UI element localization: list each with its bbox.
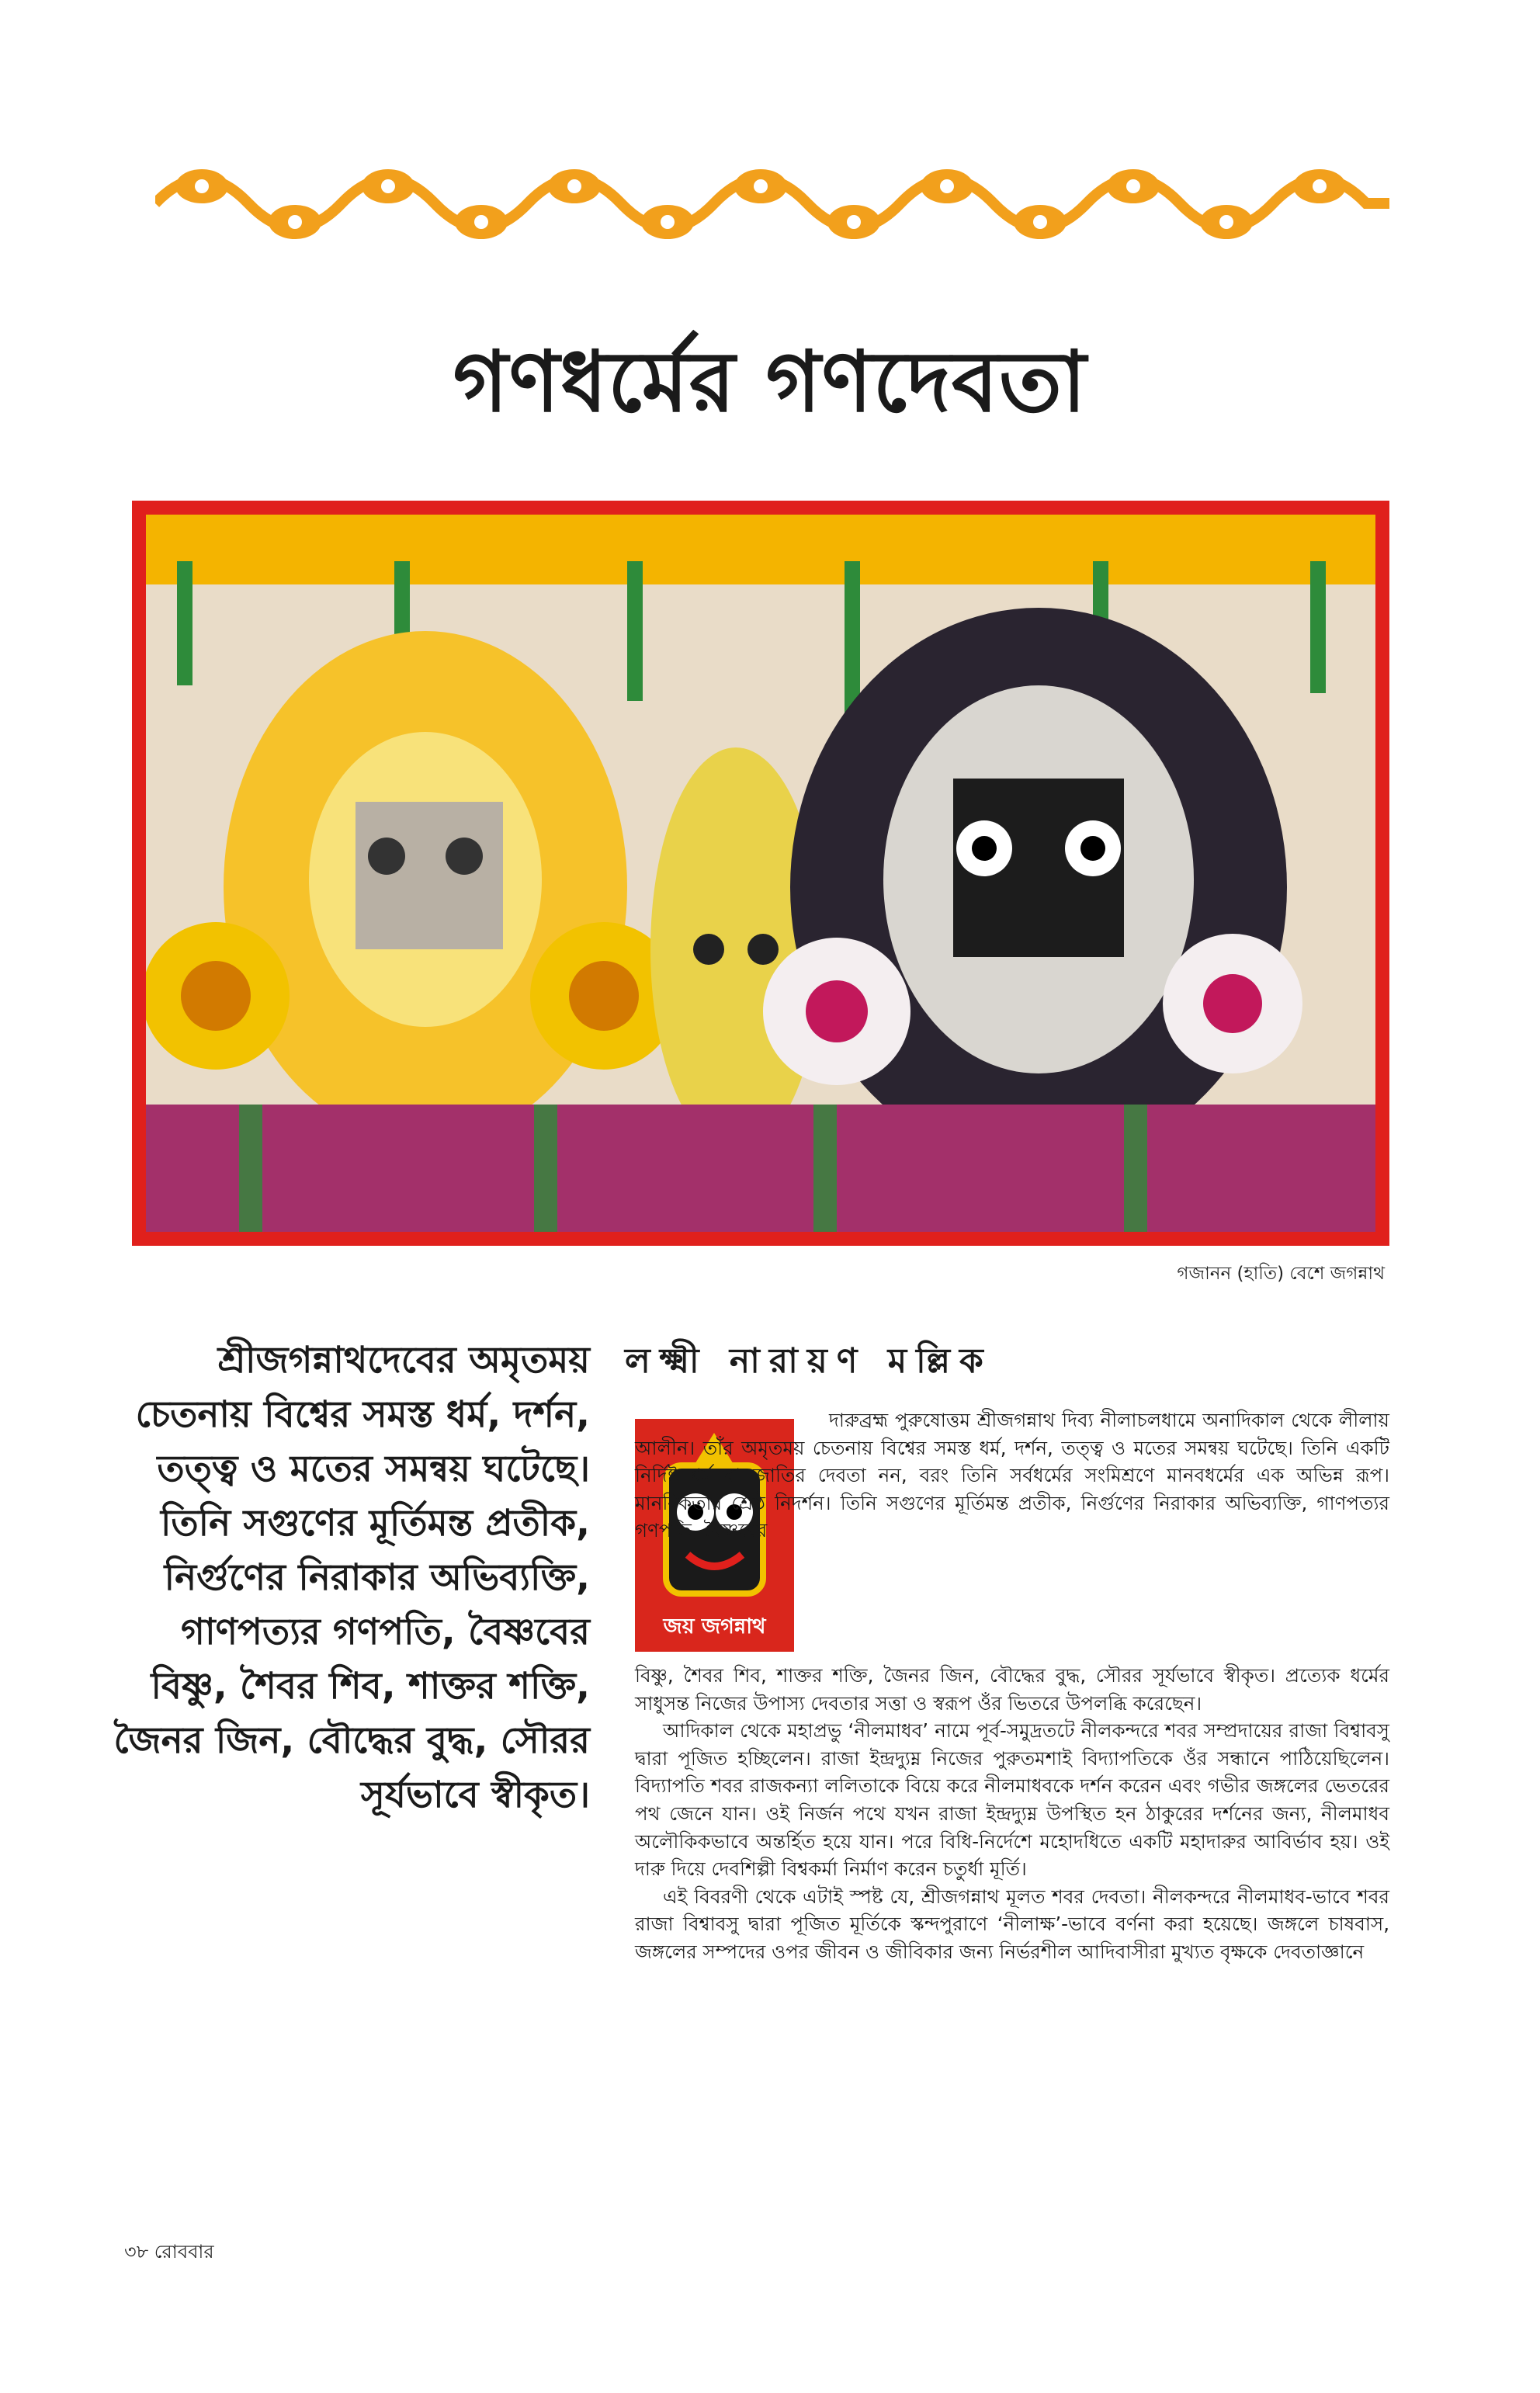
main-photo — [132, 501, 1389, 1246]
body-paragraph-1: দারুব্রহ্ম পুরুষোত্তম শ্রীজগন্নাথ দিব্য নীলাচলধামে অনাদিকাল থেকে লীলায় আলীন। তাঁর অমৃতময় চেতনায় বিশ্বের সমস্ত ধর্ম, দর্শন, তত্ত্ব ও মতের সমন্বয় ঘটেছে। তিনি একটি নির্দিষ্ট ধর্ম বা জাতির দেবতা নন, বরং তিনি সর্বধর্মের সংমিশ্রণে মানবধর্মের এক অভিন্ন রূপ। মানবিকতার শ্রেষ্ঠ নিদর্শন। তিনি সগুণের মূর্তিমন্ত প্রতীক, নির্গুণের নিরাকার অভিব্যক্তি, গাণপত্যর গণপতি, বৈষ্ণবের — [635, 1409, 1389, 1542]
page-title: গণধর্মের গণদেবতা — [453, 334, 1087, 431]
ornamental-border — [155, 155, 1389, 252]
author-byline: লক্ষ্মী নারায়ণ মল্লিক — [625, 1341, 993, 1381]
body-paragraph-1-cont: বিষ্ণু, শৈবর শিব, শাক্তর শক্তি, জৈনর জিন, বৌদ্ধের বুদ্ধ, সৌরর সূর্যভাবে স্বীকৃত। প্রত্যেক ধর্মের সাধুসন্ত নিজের উপাস্য দেবতার সত্তা ও স্বরূপ ওঁর ভিতরে উপলব্ধি করেছেন। — [635, 1664, 1389, 1715]
body-paragraph-3: এই বিবরণী থেকে এটাই স্পষ্ট যে, শ্রীজগন্নাথ মূলত শবর দেবতা। নীলকন্দরে নীলমাধব-ভাবে শবর রাজা বিশ্বাবসু দ্বারা পূজিত মূর্তিকে স্কন্দপুরাণে ‘নীলাক্ষ’-ভাবে বর্ণনা করা হয়েছে। জঙ্গলে চাষবাস, জঙ্গলের সম্পদের ওপর জীবন ও জীবিকার জন্য নির্ভরশীল আদিবাসীরা মুখ্যত বৃক্ষকে দেবতাজ্ঞানে — [635, 1885, 1389, 1963]
deity-photo — [146, 515, 1375, 1232]
floral-border-icon — [155, 155, 1389, 252]
pull-quote: শ্রীজগন্নাথদেবের অমৃতময় চেতনায় বিশ্বের সমস্ত ধর্ম, দর্শন, তত্ত্ব ও মতের সমন্বয় ঘটেছে। তিনি সগুণের মূর্তিমন্ত প্রতীক, নির্গুণের নিরাকার অভিব্যক্তি, গাণপত্যর গণপতি, বৈষ্ণবের বিষ্ণু, শৈবর শিব, শাক্তর শক্তি, জৈনর জিন, বৌদ্ধের বুদ্ধ, সৌরর সূর্যভাবে স্বীকৃত। — [113, 1339, 590, 1816]
body-paragraph-2: আদিকাল থেকে মহাপ্রভু ‘নীলমাধব’ নামে পূর্ব-সমুদ্রতটে নীলকন্দরে শবর সম্প্রদায়ের রাজা বিশ্বাবসু দ্বারা পূজিত হচ্ছিলেন। রাজা ইন্দ্রদ্যুম্ন নিজের পুরুতমশাই বিদ্যাপতিকে ওঁর সন্ধানে পাঠিয়েছিলেন। বিদ্যাপতি শবর রাজকন্যা ললিতাকে বিয়ে করে নীলমাধবকে দর্শন করেন এবং গভীর জঙ্গলের ভেতরের পথ জেনে যান। ওই নির্জন পথে যখন রাজা ইন্দ্রদ্যুম্ন উপস্থিত হন ঠাকুরের দর্শনের জন্য, নীলমাধব অলৌকিকভাবে অন্তর্হিত হয়ে যান। পরে বিধি-নির্দেশে মহোদধিতে একটি মহাদারুর আবির্ভাব হয়। ওই দারু দিয়ে দেবশিল্পী বিশ্বকর্মা নির্মাণ করেন চতুর্ধা মূর্তি। — [635, 1719, 1389, 1881]
inset-label: জয় জগন্নাথ — [663, 1614, 766, 1639]
page-footer: ৩৮ রোববার — [124, 2241, 214, 2263]
body-text-block — [635, 1662, 1389, 1966]
photo-caption: গজানন (হাতি) বেশে জগন্নাথ — [1177, 1264, 1385, 1284]
